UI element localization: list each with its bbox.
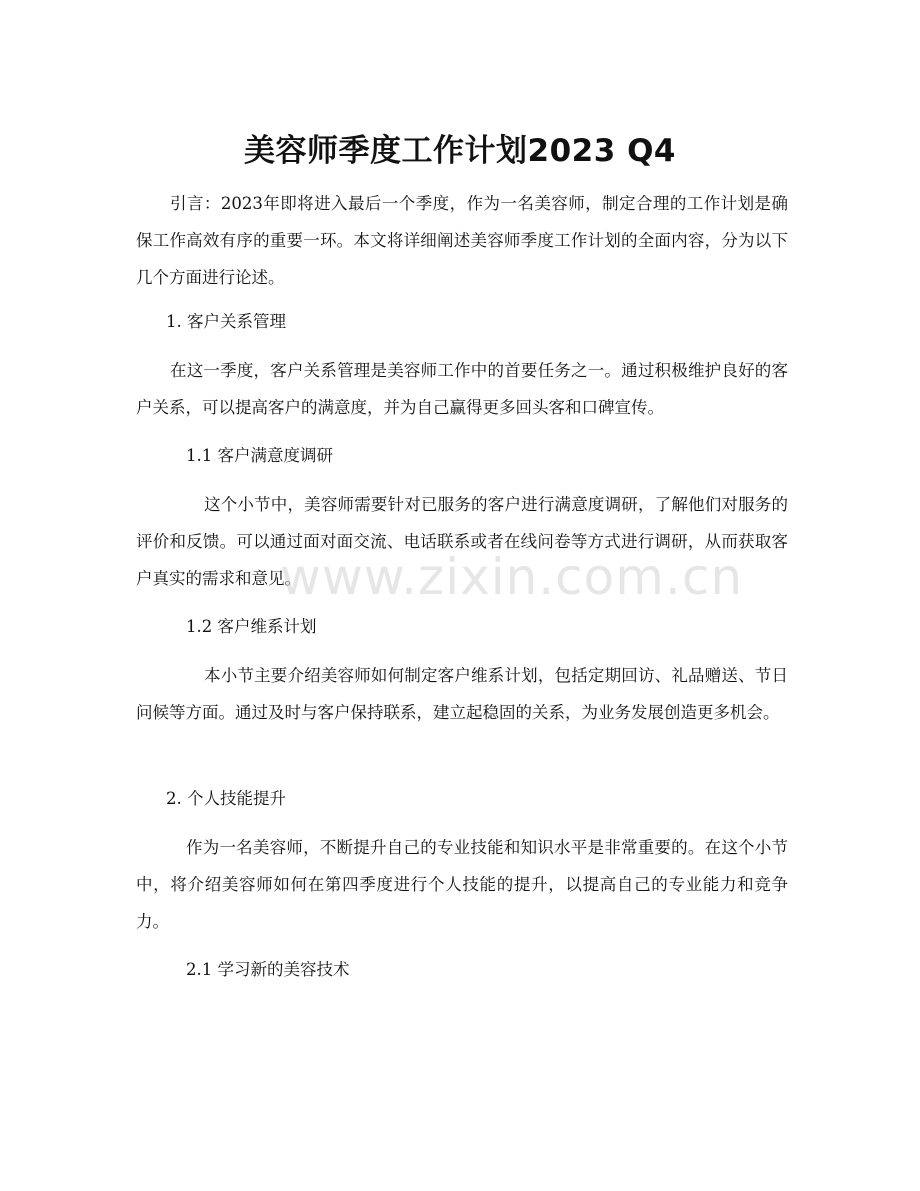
intro-paragraph: 引言：2023年即将进入最后一个季度，作为一名美容师，制定合理的工作计划是确保工作高效有序的重要一环。本文将详细阐述美容师季度工作计划的全面内容，分为以下几个方面进行论述。 <box>136 194 788 287</box>
section-1-2-heading: 1.2 客户维系计划 <box>186 617 317 636</box>
watermark-text: www.zixin.com.cn <box>280 548 744 606</box>
section-2-paragraph: 作为一名美容师，不断提升自己的专业技能和知识水平是非常重要的。在这个小节中，将介绍美容师如何在第四季度进行个人技能的提升，以提高自己的专业能力和竞争力。 <box>136 838 788 931</box>
section-1-heading: 1. 客户关系管理 <box>166 312 286 331</box>
section-1-1-heading: 1.1 客户满意度调研 <box>186 446 333 465</box>
section-2-heading: 2. 个人技能提升 <box>166 789 286 808</box>
section-1-paragraph: 在这一季度，客户关系管理是美容师工作中的首要任务之一。通过积极维护良好的客户关系，可以提高客户的满意度，并为自己赢得更多回头客和口碑宣传。 <box>136 361 788 417</box>
section-1-2-paragraph: 本小节主要介绍美容师如何制定客户维系计划，包括定期回访、礼品赠送、节日问候等方面。通过及时与客户保持联系，建立起稳固的关系，为业务发展创造更多机会。 <box>136 666 788 722</box>
document-title: 美容师季度工作计划2023 Q4 <box>244 132 676 169</box>
section-1-1-paragraph: 这个小节中，美容师需要针对已服务的客户进行满意度调研，了解他们对服务的评价和反馈。可以通过面对面交流、电话联系或者在线问卷等方式进行调研，从而获取客户真实的需求和意见。 <box>136 495 788 588</box>
section-2-1-heading: 2.1 学习新的美容技术 <box>186 960 350 979</box>
